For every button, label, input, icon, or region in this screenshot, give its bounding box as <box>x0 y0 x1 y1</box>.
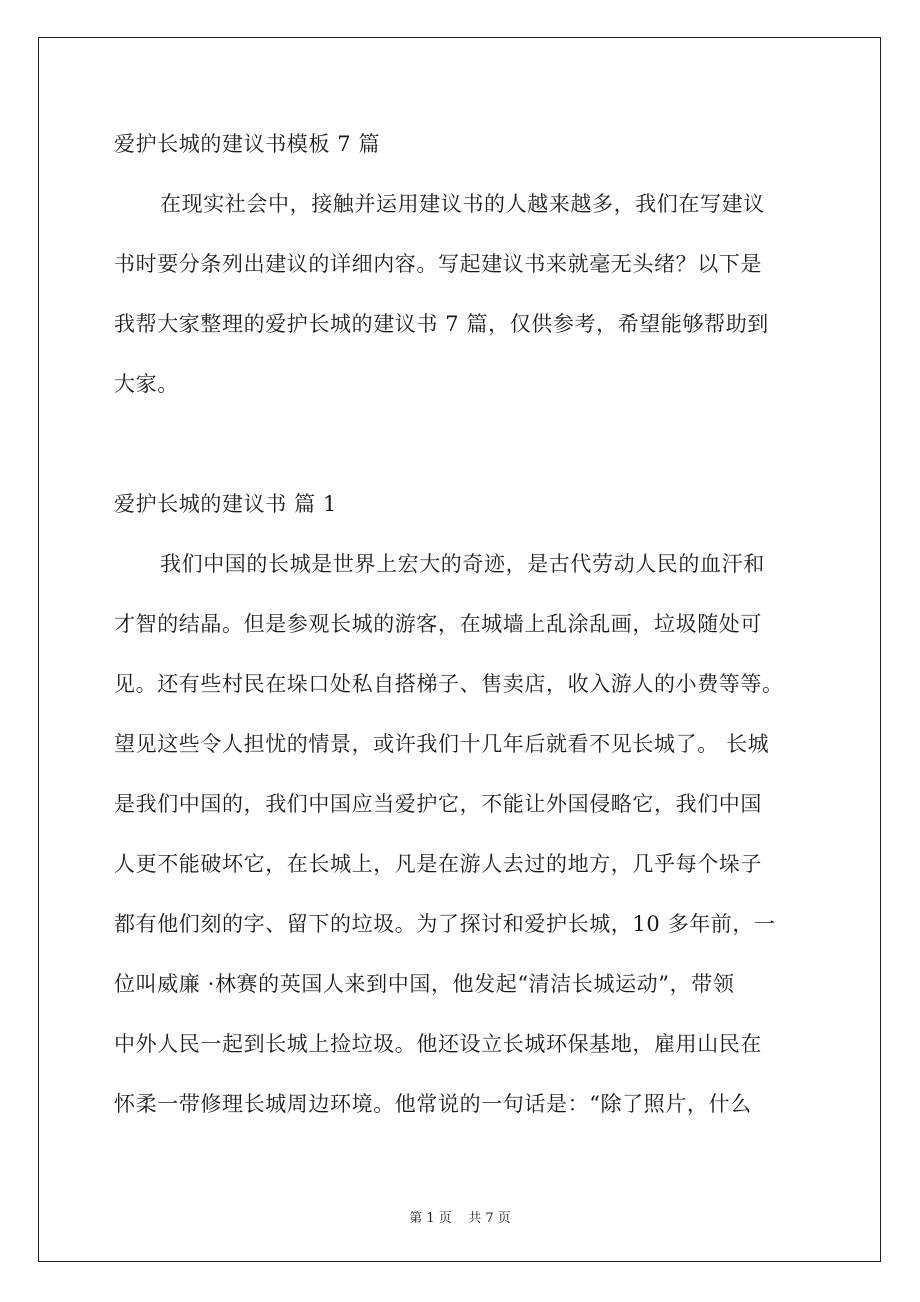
section-heading: 爱护长城的建议书 篇 1 <box>114 492 337 516</box>
body-line: 位叫威廉 ·林赛的英国人来到中国，他发起“清洁长城运动”，带领 <box>114 972 735 996</box>
page-footer <box>0 1207 920 1226</box>
body-line: 中外人民一起到长城上捡垃圾。他还设立长城环保基地，雇用山民在 <box>114 1032 762 1056</box>
intro-line: 书时要分条列出建议的详细内容。写起建议书来就毫无头绪？以下是 <box>114 252 762 276</box>
document-title: 爱护长城的建议书模板 7 篇 <box>114 132 381 156</box>
page-indicator: 第 1 页 共 7 页 <box>409 1211 511 1226</box>
intro-line: 大家。 <box>114 372 179 396</box>
body-line: 望见这些令人担忧的情景，或许我们十几年后就看不见长城了。 长城 <box>114 732 770 756</box>
body-line: 见。还有些村民在垛口处私自搭梯子、售卖店，收入游人的小费等等。 <box>114 672 784 696</box>
intro-line: 在现实社会中，接触并运用建议书的人越来越多，我们在写建议 <box>160 192 765 216</box>
body-line: 才智的结晶。但是参观长城的游客，在城墙上乱涂乱画，垃圾随处可 <box>114 612 762 636</box>
intro-line: 我帮大家整理的爱护长城的建议书 7 篇，仅供参考，希望能够帮助到 <box>114 312 769 336</box>
body-line: 我们中国的长城是世界上宏大的奇迹，是古代劳动人民的血汗和 <box>160 552 765 576</box>
body-line: 都有他们刻的字、留下的垃圾。为了探讨和爱护长城，10 多年前，一 <box>114 912 776 936</box>
body-line: 怀柔一带修理长城周边环境。他常说的一句话是：“除了照片，什么 <box>114 1092 752 1116</box>
page-border <box>38 37 881 1262</box>
body-line: 是我们中国的，我们中国应当爱护它，不能让外国侵略它，我们中国 <box>114 792 762 816</box>
body-line: 人更不能破坏它，在长城上，凡是在游人去过的地方，几乎每个垛子 <box>114 852 762 876</box>
